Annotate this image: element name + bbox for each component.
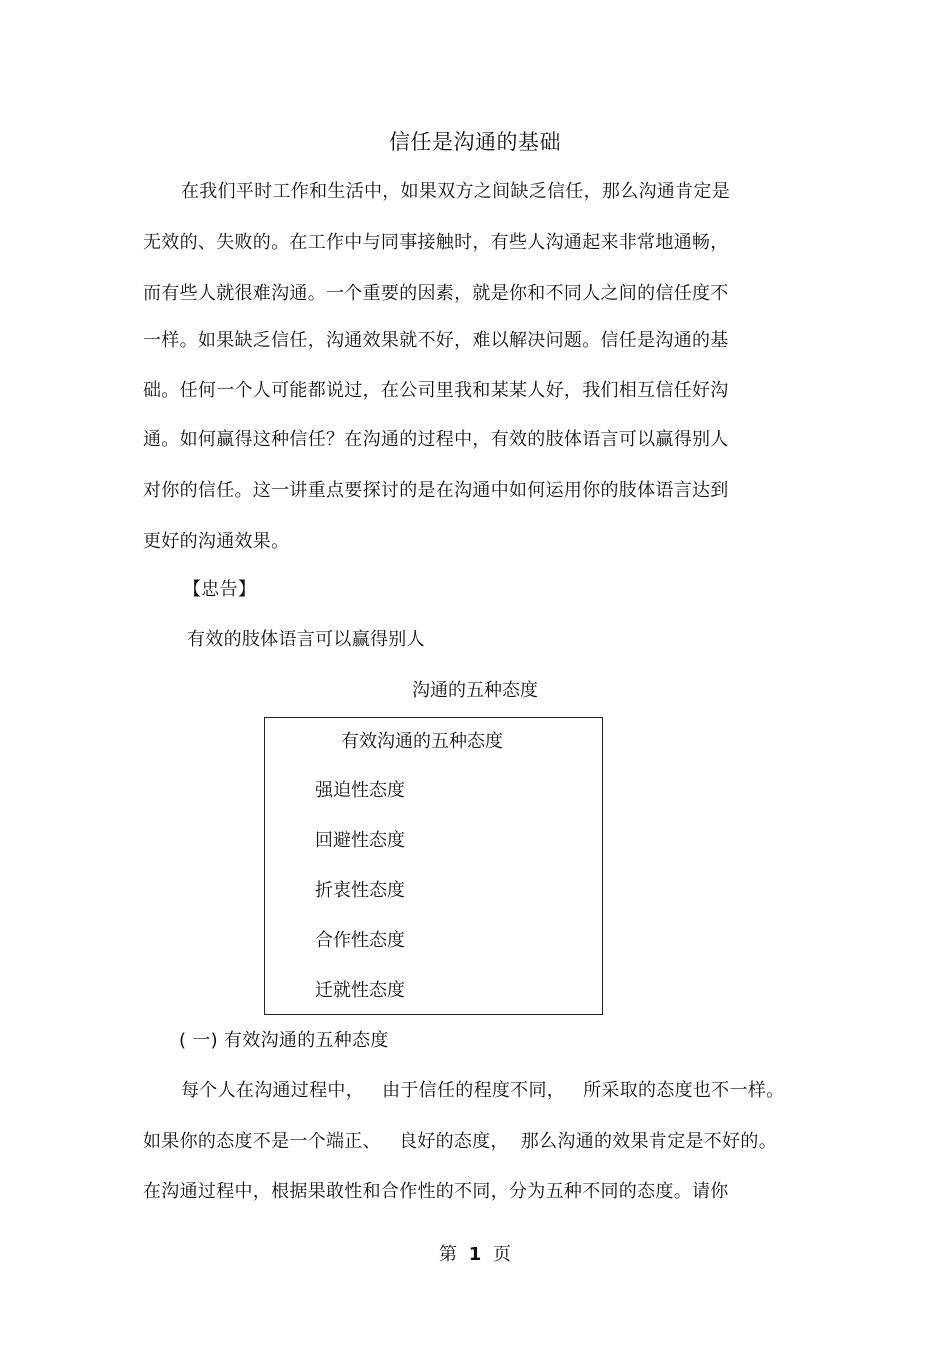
paragraph-line: 每个人在沟通过程中， 由于信任的程度不同， 所采取的态度也不一样。 [181, 1080, 785, 1101]
paragraph-line: 如果你的态度不是一个端正、 良好的态度， 那么沟通的效果肯定是不好的。 [143, 1131, 778, 1152]
box-item: 折衷性态度 [315, 880, 405, 901]
box-item: 强迫性态度 [315, 780, 405, 801]
paragraph-line: 础。任何一个人可能都说过，在公司里我和某某人好，我们相互信任好沟 [143, 380, 729, 401]
paragraph-line: 通。如何赢得这种信任？在沟通的过程中，有效的肢体语言可以赢得别人 [143, 429, 729, 450]
paragraph-line: 无效的、失败的。在工作中与同事接触时，有些人沟通起来非常地通畅， [143, 232, 729, 253]
footer-prefix: 第 [439, 1244, 457, 1265]
page-title: 信任是沟通的基础 [389, 130, 561, 154]
paragraph-line: 而有些人就很难沟通。一个重要的因素，就是你和不同人之间的信任度不 [143, 283, 729, 304]
attitudes-box [264, 717, 603, 1015]
section-heading: ( 一) 有效沟通的五种态度 [179, 1030, 389, 1051]
footer-suffix: 页 [493, 1244, 511, 1265]
paragraph-line: 在沟通过程中，根据果敢性和合作性的不同，分为五种不同的态度。请你 [143, 1181, 729, 1202]
page-footer [0, 1243, 950, 1267]
box-item: 回避性态度 [315, 830, 405, 851]
paragraph-line: 一样。如果缺乏信任，沟通效果就不好，难以解决问题。信任是沟通的基 [143, 330, 729, 351]
paragraph-line: 在我们平时工作和生活中，如果双方之间缺乏信任，那么沟通肯定是 [181, 181, 730, 202]
paragraph-line: 更好的沟通效果。 [143, 531, 290, 552]
page-number: 1 [468, 1244, 482, 1265]
paragraph-line: 对你的信任。这一讲重点要探讨的是在沟通中如何运用你的肢体语言达到 [143, 480, 729, 501]
figure-caption: 沟通的五种态度 [412, 680, 538, 701]
box-item: 合作性态度 [315, 930, 405, 951]
advice-text: 有效的肢体语言可以赢得别人 [187, 629, 425, 650]
advice-label: 【忠告】 [183, 579, 257, 600]
box-item: 迁就性态度 [315, 980, 405, 1001]
box-title: 有效沟通的五种态度 [341, 731, 503, 752]
